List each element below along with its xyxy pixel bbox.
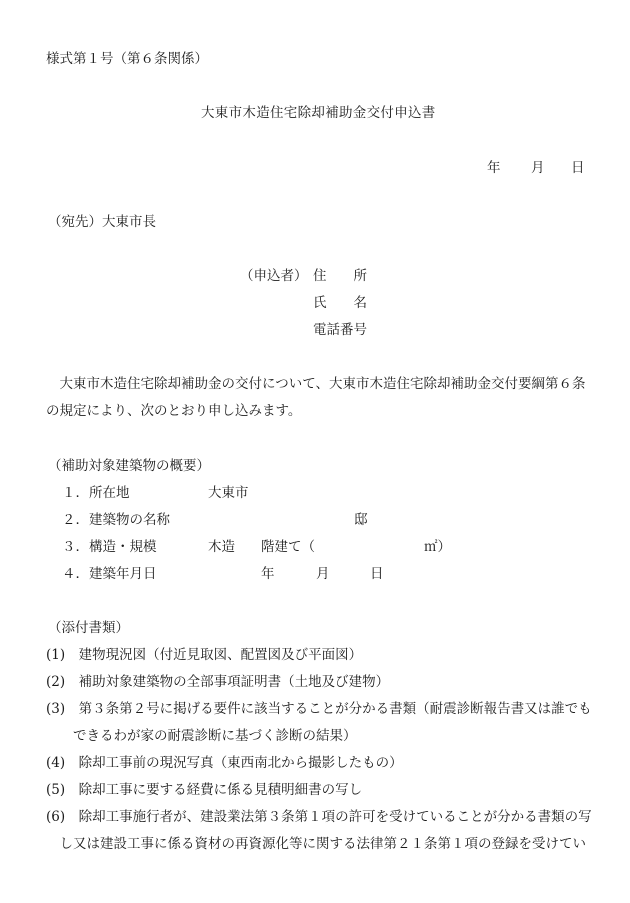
addressee: （宛先）大東市長 (48, 214, 156, 230)
overview-item-area-unit: ㎡） (424, 539, 451, 555)
form-number: 様式第１号（第６条関係） (46, 51, 208, 67)
applicant-phone-label: 電話番号 (313, 322, 367, 338)
body-text-line-2: の規定により、次のとおり申し込みます。 (46, 403, 302, 419)
overview-heading: （補助対象建築物の概要） (48, 458, 210, 474)
overview-item-location-value: 大東市 (208, 485, 249, 501)
form-title: 大東市木造住宅除却補助金交付申込書 (201, 105, 436, 121)
date-day-label: 日 (571, 160, 585, 176)
body-text-line-1: 大東市木造住宅除却補助金の交付について、大東市木造住宅除却補助金交付要綱第６条 (46, 376, 586, 392)
applicant-heading: （申込者） (240, 268, 308, 284)
attachments-heading: （添付書類） (48, 620, 129, 636)
attachment-item-2: (2) 補助対象建築物の全部事項証明書（土地及び建物） (46, 674, 390, 690)
overview-item-structure-value: 木造 (208, 539, 235, 555)
overview-item-location-label: １．所在地 (62, 485, 130, 501)
overview-item-structure-label: ３．構造・規模 (62, 539, 157, 555)
overview-item-built-day: 日 (370, 566, 384, 582)
attachment-item-5: (5) 除却工事に要する経費に係る見積明細書の写し (46, 782, 363, 798)
date-year-label: 年 (487, 160, 501, 176)
overview-item-building-name-suffix: 邸 (354, 512, 368, 528)
attachment-item-3-line-2: できるわが家の耐震診断に基づく診断の結果） (46, 728, 357, 744)
applicant-address-label: 住 所 (313, 268, 367, 284)
overview-item-built-year: 年 (261, 566, 275, 582)
attachment-item-1: (1) 建物現況図（付近見取図、配置図及び平面図） (46, 647, 363, 663)
overview-item-building-name-label: ２．建築物の名称 (62, 512, 170, 528)
overview-item-stories: 階建て（ (261, 539, 315, 555)
overview-item-built-date-label: ４．建築年月日 (62, 566, 157, 582)
date-month-label: 月 (531, 160, 545, 176)
attachment-item-6-line-2: し又は建設工事に係る資材の再資源化等に関する法律第２１条第１項の登録を受けてい (46, 836, 586, 852)
attachment-item-3-line-1: (3) 第３条第２号に掲げる要件に該当することが分かる書類（耐震診断報告書又は誰でも (46, 701, 592, 717)
applicant-name-label: 氏 名 (313, 295, 367, 311)
attachment-item-6-line-1: (6) 除却工事施行者が、建設業法第３条第１項の許可を受けていることが分かる書類の写 (46, 809, 592, 825)
attachment-item-4: (4) 除却工事前の現況写真（東西南北から撮影したもの） (46, 755, 403, 771)
overview-item-built-month: 月 (316, 566, 330, 582)
